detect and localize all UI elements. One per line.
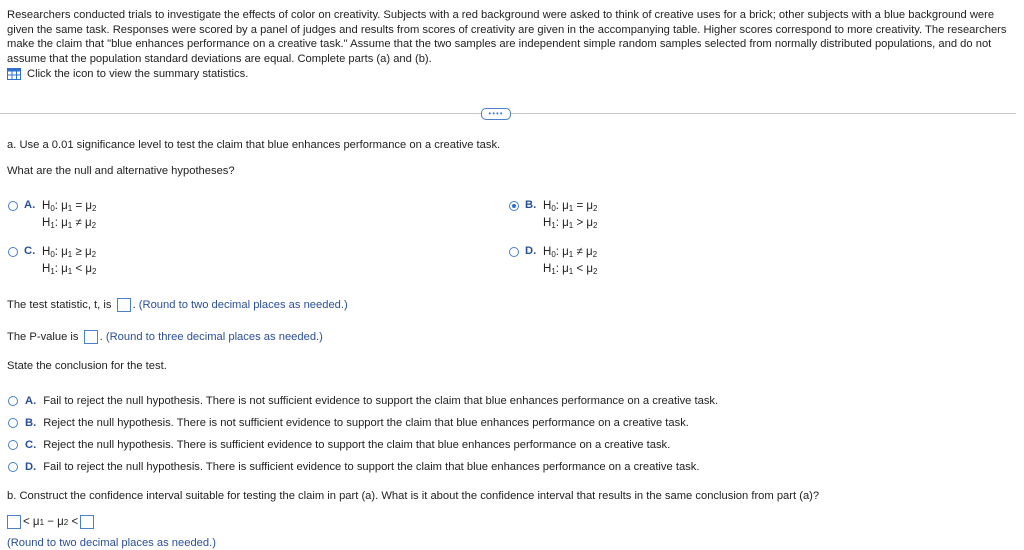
test-statistic-row: The test statistic, t, is . (Round to two decimal places as needed.) [7,298,348,311]
table-icon[interactable] [7,68,21,80]
hypothesis-option-a[interactable] [8,199,96,233]
ci-upper-input[interactable] [80,515,94,529]
part-a-prompt: a. Use a 0.01 significance level to test the claim that blue enhances performance on a creative task. [7,139,501,151]
hypothesis-text: $H_0$: $\mu_1 = \mu_2$ $H_1$: $\mu_1 \ne \mu_2$ [42,200,97,230]
hypotheses-question: What are the null and alternative hypotheses? [7,165,235,177]
ci-lower-input[interactable] [7,515,21,529]
conclusion-option-a[interactable]: A. Fail to reject the null hypothesis. There is not sufficient evidence to support the claim that blue enhances performance on a creative task. [8,395,718,407]
p-value-input[interactable] [84,330,98,344]
hypothesis-text: $H_0$: $\mu_1 = \mu_2$ $H_1$: $\mu_1 > \mu_2$ [543,200,598,230]
radio-d[interactable] [509,247,519,257]
p-label: The P-value is [7,330,79,343]
hypothesis-text: $H_0$: $\mu_1 \ne \mu_2$ $H_1$: $\mu_1 < \mu_2$ [543,246,598,276]
radio-conclusion-b[interactable] [8,418,18,428]
expand-button[interactable]: •••• [481,108,511,120]
radio-conclusion-d[interactable] [8,462,18,472]
radio-conclusion-a[interactable] [8,396,18,406]
hypothesis-option-c[interactable] [8,245,96,279]
conclusion-option-c[interactable]: C. Reject the null hypothesis. There is sufficient evidence to support the claim that blue enhances performance on a creative task. [8,439,670,451]
conclusion-option-d[interactable]: D. Fail to reject the null hypothesis. There is sufficient evidence to support the claim that blue enhances performance on a creative task. [8,461,699,473]
ci-hint: (Round to two decimal places as needed.) [7,537,216,549]
option-letter: B. [525,199,537,211]
hypothesis-option-d[interactable] [509,245,597,279]
summary-link-text[interactable]: Click the icon to view the summary statistics. [27,68,249,80]
option-letter: A. [24,199,36,211]
radio-a[interactable] [8,201,18,211]
conclusion-option-b[interactable]: B. Reject the null hypothesis. There is not sufficient evidence to support the claim that blue enhances performance on a creative task. [8,417,689,429]
hypothesis-option-b[interactable] [509,199,597,233]
radio-b[interactable] [509,201,519,211]
summary-statistics-link[interactable] [7,68,248,80]
confidence-interval-row: < μ 1 − μ 2 < [7,515,96,529]
option-letter: D. [525,245,537,257]
radio-c[interactable] [8,247,18,257]
option-letter: C. [24,245,36,257]
t-label: The test statistic, t, is [7,298,112,311]
p-hint: (Round to three decimal places as needed.) [105,330,323,343]
t-hint: (Round to two decimal places as needed.) [138,298,348,311]
problem-statement: Researchers conducted trials to investigate the effects of color on creativity. Subjects with a red background were asked to think of creative uses for a brick; other subjects with a blue background were given the same task. Responses were scored by a panel of judges and results from scores of creativity are given in the accompanying table. Higher scores correspond to more creativity. The researchers make the claim that "blue enhances performance on a creative task." Assume that the two samples are independent simple random samples selected from normally distributed populations, and do not assume that the population standard deviations are equal. Complete parts (a) and (b). [7,9,1007,65]
hypothesis-text: $H_0$: $\mu_1 \ge \mu_2$ $H_1$: $\mu_1 < \mu_2$ [42,246,97,276]
conclusion-label: State the conclusion for the test. [7,360,167,372]
radio-conclusion-c[interactable] [8,440,18,450]
p-value-row: The P-value is . (Round to three decimal places as needed.) [7,330,323,343]
part-b-prompt: b. Construct the confidence interval suitable for testing the claim in part (a). What is it about the confidence interval that results in the same conclusion from part (a)? [7,490,820,502]
t-statistic-input[interactable] [117,298,131,312]
